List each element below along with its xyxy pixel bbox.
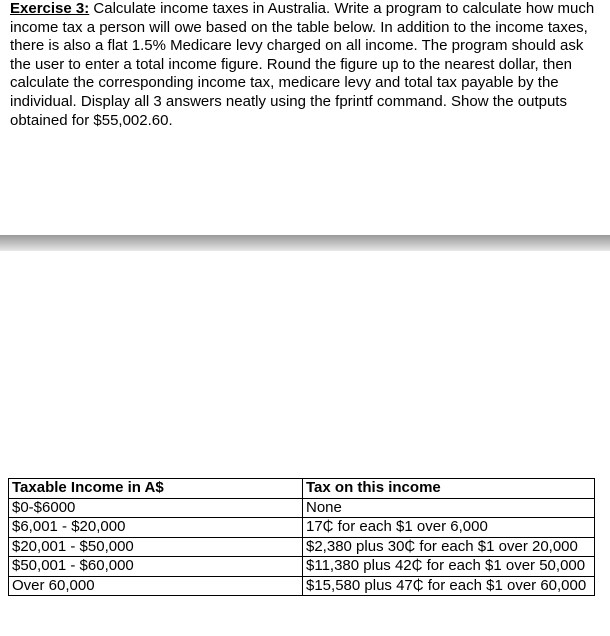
table-row <box>9 537 595 557</box>
exercise-paragraph <box>10 0 600 130</box>
tax-rule-cell: None <box>303 498 595 518</box>
table-header-row <box>9 479 595 499</box>
tax-rule-cell: $15,580 plus 47₵ for each $1 over 60,000 <box>303 576 595 596</box>
income-bracket-cell: $6,001 - $20,000 <box>9 518 303 538</box>
tax-rule-cell: 17₵ for each $1 over 6,000 <box>303 518 595 538</box>
income-bracket-cell: Over 60,000 <box>9 576 303 596</box>
table-row <box>9 557 595 577</box>
page-divider <box>0 235 610 251</box>
header-tax-on-income: Tax on this income <box>303 479 595 499</box>
income-bracket-cell: $20,001 - $50,000 <box>9 537 303 557</box>
table-row <box>9 498 595 518</box>
table-row <box>9 576 595 596</box>
tax-rule-cell: $11,380 plus 42₵ for each $1 over 50,000 <box>303 557 595 577</box>
tax-table <box>8 478 595 596</box>
income-bracket-cell: $0-$6000 <box>9 498 303 518</box>
table-row <box>9 518 595 538</box>
exercise-text: Calculate income taxes in Australia. Write a program to calculate how much income tax a person will owe based on the table below. In addition to the income taxes, there is also a flat 1.5% Medicare levy charged on all income. The program should ask the user to enter a total income figure. Round the figure up to the nearest dollar, then calculate the corresponding income tax, medicare levy and total tax payable by the individual. Display all 3 answers neatly using the fprintf command. Show the outputs obtained for $55,002.60. <box>10 0 595 129</box>
header-taxable-income: Taxable Income in A$ <box>9 479 303 499</box>
tax-rule-cell: $2,380 plus 30₵ for each $1 over 20,000 <box>303 537 595 557</box>
income-bracket-cell: $50,001 - $60,000 <box>9 557 303 577</box>
exercise-label: Exercise 3: <box>10 0 90 17</box>
